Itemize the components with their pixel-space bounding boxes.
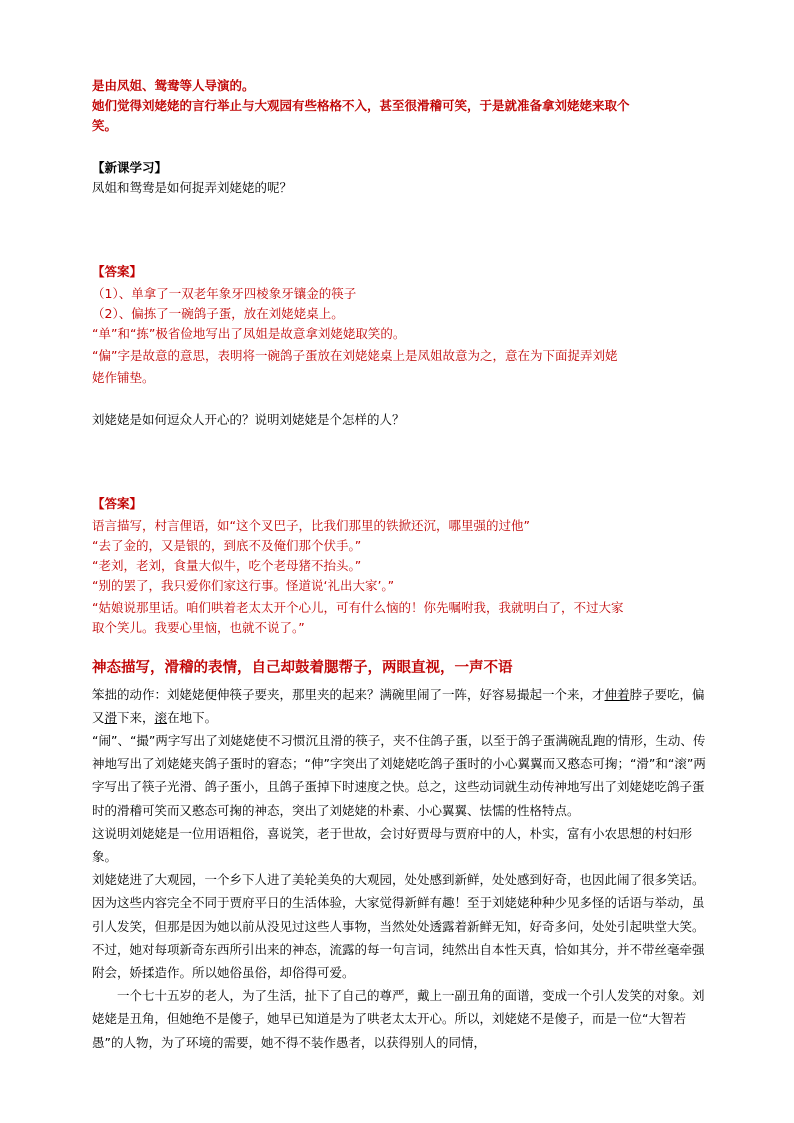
intro-line-3: 笑。 [92,118,118,133]
intro-line-2: 她们觉得刘姥姥的言行举止与大观园有些格格不入，甚至很滑稽可笑，于是就准备拿刘姥姥来取个 [92,98,630,113]
answer-2-line-6: 取个笑儿。我要心里恼，也就不说了。” [92,620,305,635]
question-2: 刘姥姥是如何逗众人开心的？说明刘姥姥是个怎样的人？ [92,412,405,427]
section-heading-new-lesson: 【新课学习】 [92,160,168,175]
answer-2-line-4: “别的罢了，我只爱你们家这行事。怪道说‘礼出大家’。” [92,578,395,593]
action-word-stretch: 伸着 [604,687,630,702]
action-word-slide: 滑 [104,710,118,726]
action-word-roll: 滚 [154,710,168,726]
answer-2-heading: 【答案】 [92,496,143,511]
answer-1-analysis-1: “单”和“拣”极省俭地写出了凤姐是故意拿刘姥姥取笑的。 [92,326,406,341]
answer-1-item-2: （2）、偏拣了一碗鸽子蛋，放在刘姥姥桌上。 [92,306,344,321]
analysis-paragraph-3: 刘姥姥进了大观园，一个乡下人进了美轮美奂的大观园，处处感到新鲜，处处感到好奇，也因此闹了很多笑话。因为这些内容完全不同于贾府平日的生活体验，大家觉得新鲜有趣！至于刘姥姥种种少见多怪的话语与举动，虽引人发笑，但那是因为她以前从没见过这些人事物，当然处处透露着新鲜无知，好奇多问，处处引起哄堂大笑。不过，她对每项新奇东西所引出来的神态，流露的每一句言词，纯然出自本性天真，恰如其分，并不带丝毫牵强附会，娇揉造作。所以她俗虽俗，却俗得可爱。 [92,872,705,981]
answer-1-item-1: （1）、单拿了一双老年象牙四棱象牙镶金的筷子 [92,286,357,301]
intro-line-1: 是由凤姐、鸳鸯等人导演的。 [92,78,255,93]
answer-2-line-5: “姑娘说那里话。咱们哄着老太太开个心儿，可有什么恼的！你先嘱咐我，我就明白了，不过大家 [92,600,624,615]
answer-2-line-3: “老刘，老刘，食量大似牛，吃个老母猪不抬头。” [92,558,362,573]
analysis-block [92,729,706,1054]
analysis-paragraph-1: “闹”、“撮”两字写出了刘姥姥使不习惯沉且滑的筷子，夹不住鸽子蛋，以至于鸽子蛋满碗乱跑的情形，生动、传神地写出了刘姥姥夹鸽子蛋时的窘态；“伸”字突出了刘姥姥吃鸽子蛋时的小心翼翼而又憨态可掬；“滑”和“滚”两字写出了筷子光滑、鸽子蛋小，且鸽子蛋掉下时速度之快。总之，这些动词就生动传神地写出了刘姥姥吃鸽子蛋时的滑稽可笑而又憨态可掬的神态，突出了刘姥姥的朴素、小心翼翼、怯懦的性格特点。 [92,733,706,818]
question-1: 凤姐和鸳鸯是如何捉弄刘姥姥的呢？ [92,180,293,195]
expression-heading: 神态描写，滑稽的表情，自己却鼓着腮帮子，两眼直视，一声不语 [92,660,513,676]
answer-1-analysis-2b: 姥作铺垫。 [92,370,155,385]
action-text-b: 脖子要吃，偏又 [92,687,705,726]
analysis-paragraph-4: 一个七十五岁的老人，为了生活，扯下了自己的尊严，戴上一副丑角的面谱，变成一个引人发笑的对象。刘姥姥是丑角，但她绝不是傻子，她早已知道是为了哄老太太开心。所以，刘姥姥不是傻子，而是一位“大智若愚”的人物，为了环境的需要，她不得不装作愚者，以获得别人的同情， [92,988,705,1050]
analysis-paragraph-2: 这说明刘姥姥是一位用语粗俗，喜说笑，老于世故，会讨好贾母与贾府中的人，朴实，富有小农思想的村妇形象。 [92,825,693,865]
action-text-c: 下来， [117,710,155,726]
action-text-a: 笨拙的动作：刘姥姥便伸筷子要夹，那里夹的起来？满碗里闹了一阵，好容易撮起一个来，才 [92,687,605,702]
action-paragraph [92,683,706,729]
answer-1-analysis-2a: “偏”字是故意的意思，表明将一碗鸽子蛋放在刘姥姥桌上是凤姐故意为之，意在为下面捉弄刘姥 [92,348,618,363]
answer-1-heading: 【答案】 [92,264,143,279]
action-text-d: 在地下。 [167,710,218,726]
answer-2-line-2: “去了金的，又是银的，到底不及俺们那个伏手。” [92,538,362,553]
answer-2-line-1: 语言描写，村言俚语，如“这个叉巴子，比我们那里的铁掀还沉，哪里强的过他” [92,518,530,533]
